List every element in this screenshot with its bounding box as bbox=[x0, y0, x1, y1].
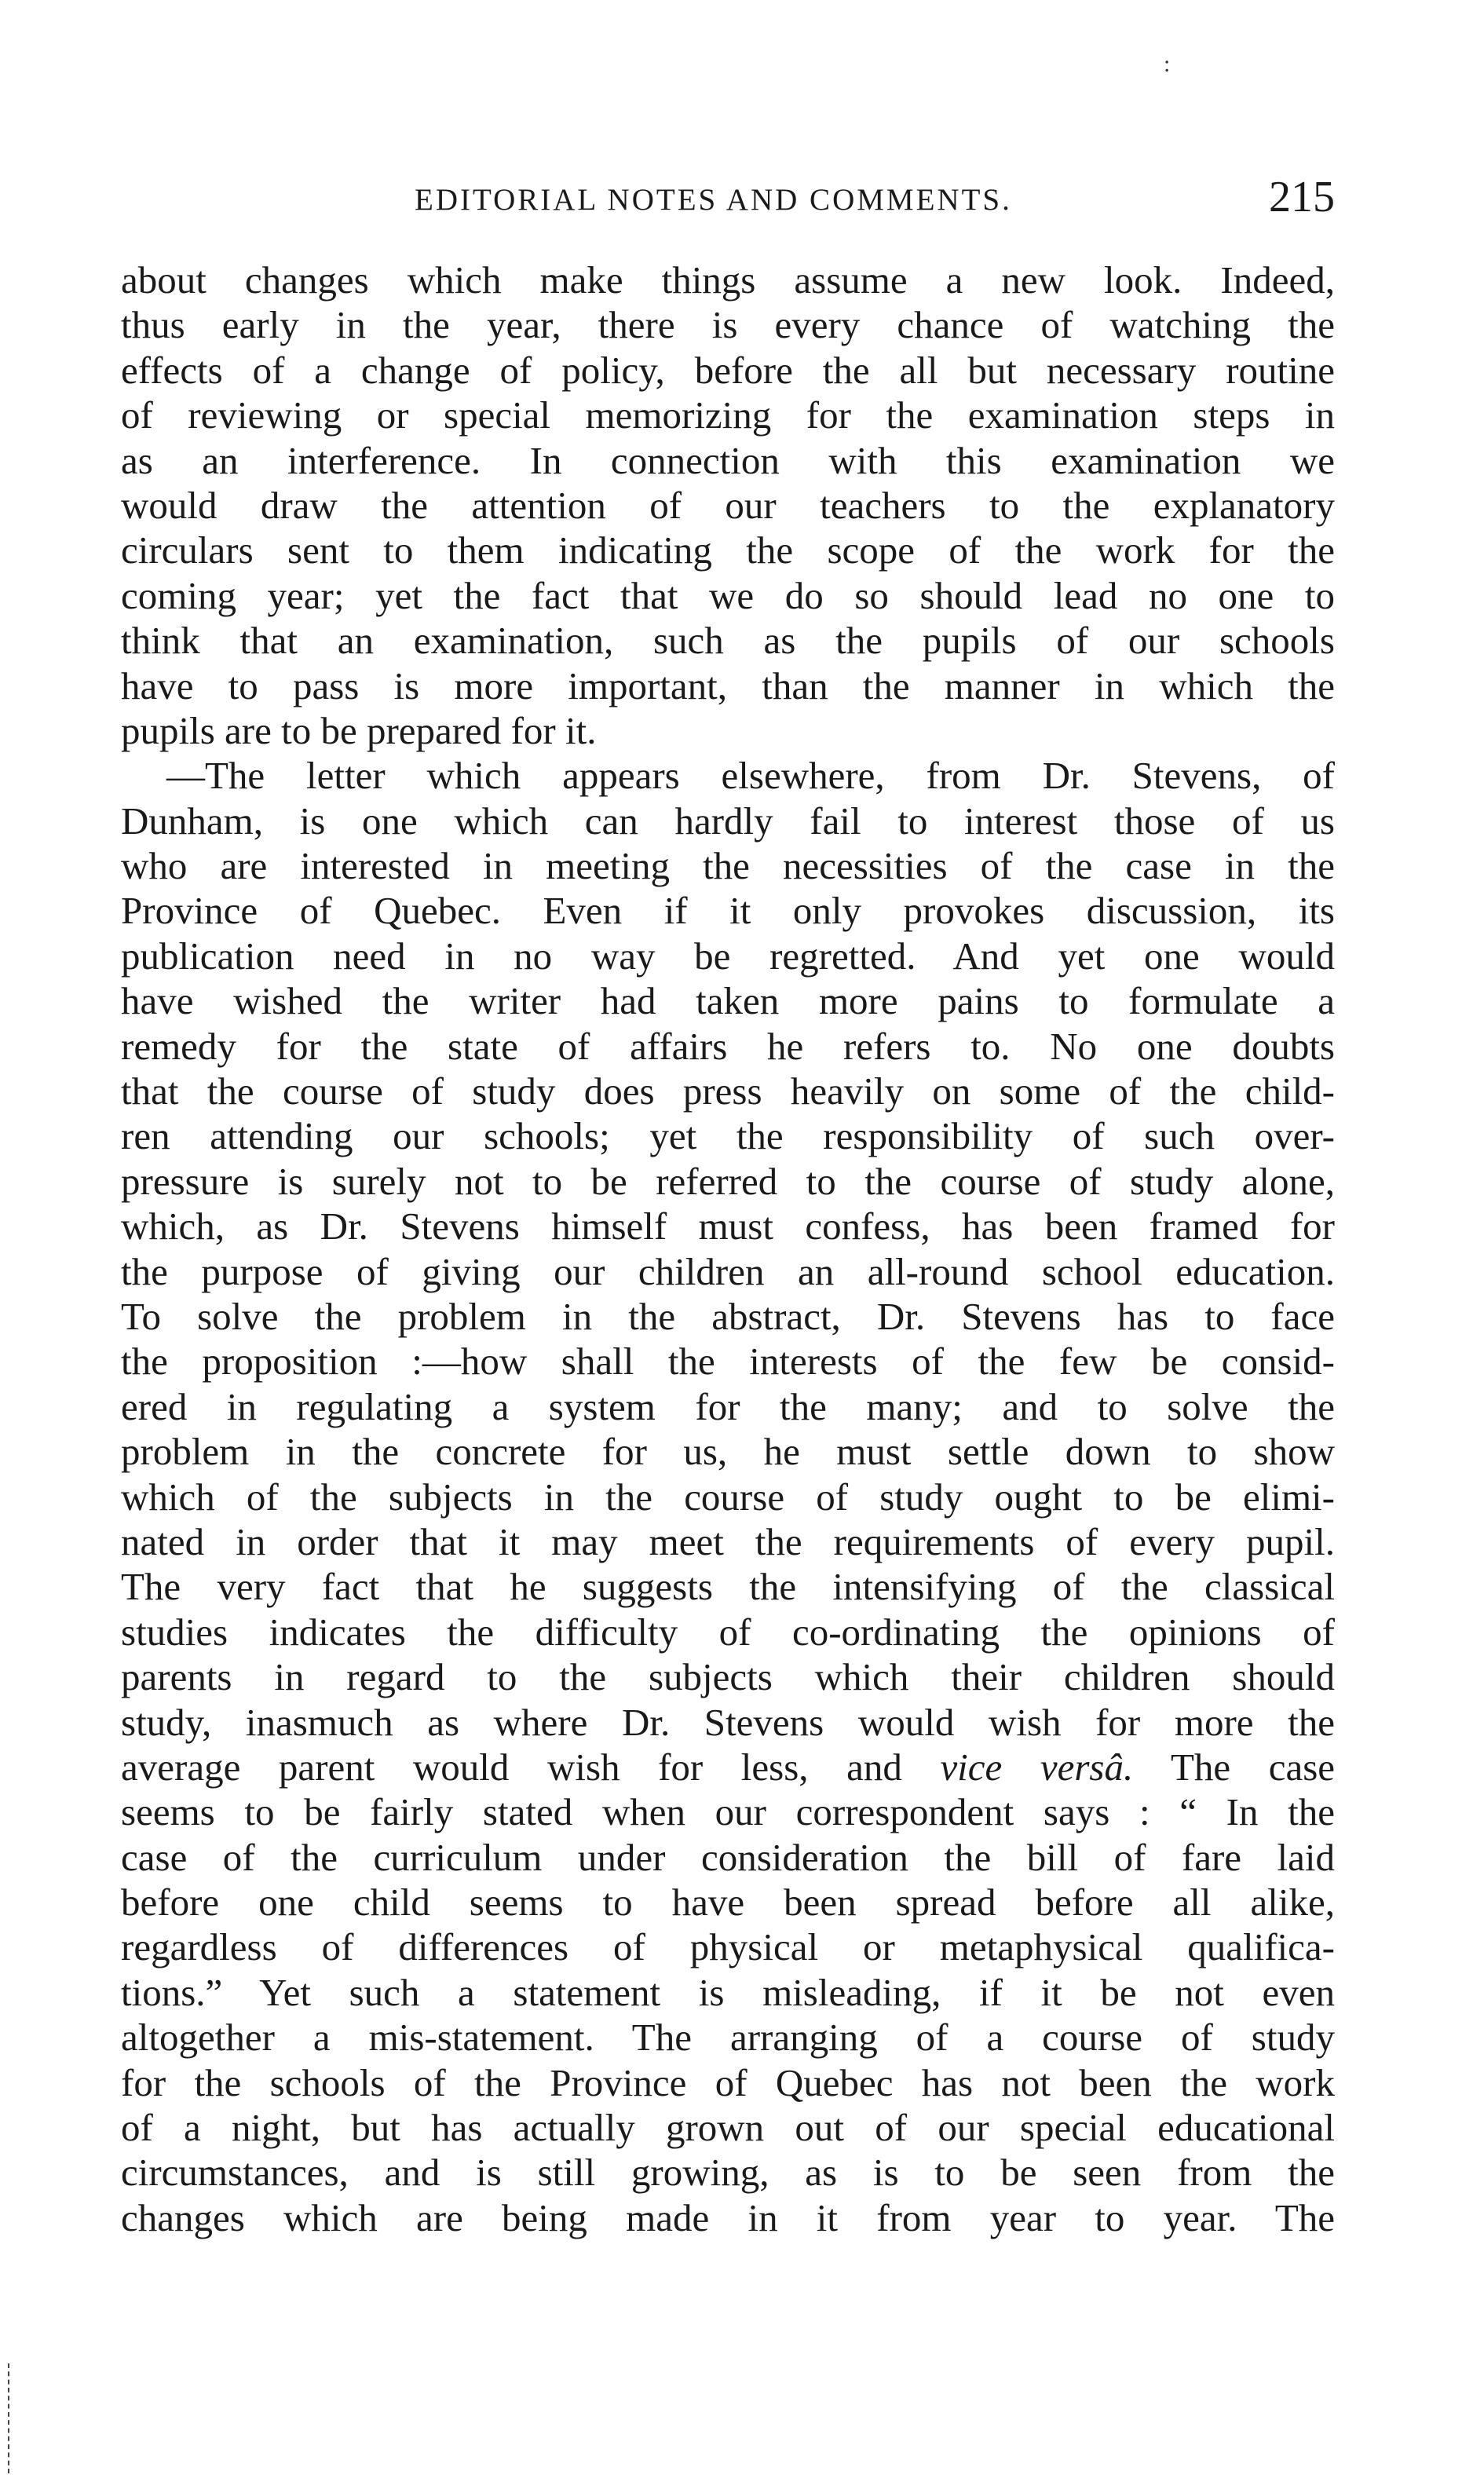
text-line: of reviewing or special memorizing for the examination steps in bbox=[121, 393, 1335, 437]
text-line: pupils are to be prepared for it. bbox=[121, 708, 597, 752]
text-line: thus early in the year, there is every chance of watching the bbox=[121, 303, 1335, 347]
text-line bbox=[121, 1745, 1335, 1789]
text-line: To solve the problem in the abstract, Dr. Stevens has to face bbox=[121, 1294, 1335, 1338]
text-line: ren attending our schools; yet the responsibility of such over- bbox=[121, 1114, 1335, 1158]
running-head-title: EDITORIAL NOTES AND COMMENTS. bbox=[415, 183, 1012, 217]
text-segment: The case bbox=[1133, 1745, 1335, 1789]
text-line: seems to be fairly stated when our correspondent says : “ In the bbox=[121, 1790, 1335, 1834]
text-line: The very fact that he suggests the intensifying of the classical bbox=[121, 1565, 1335, 1609]
text-line: studies indicates the difficulty of co-ordinating the opinions of bbox=[121, 1610, 1335, 1654]
text-segment: average parent would wish for less, and bbox=[121, 1745, 941, 1789]
text-line: publication need in no way be regretted. And yet one would bbox=[121, 934, 1335, 978]
scan-edge-mark bbox=[8, 2363, 12, 2473]
text-line: problem in the concrete for us, he must settle down to show bbox=[121, 1430, 1335, 1474]
text-line: that the course of study does press heavily on some of the child- bbox=[121, 1069, 1335, 1113]
text-line: of a night, but has actually grown out of our special educational bbox=[121, 2106, 1335, 2150]
text-line: case of the curriculum under consideration the bill of fare laid bbox=[121, 1835, 1335, 1879]
text-line: circumstances, and is still growing, as is to be seen from the bbox=[121, 2151, 1335, 2195]
text-line: the proposition :—how shall the interests of the few be consid- bbox=[121, 1340, 1335, 1384]
text-line: coming year; yet the fact that we do so should lead no one to bbox=[121, 573, 1335, 617]
running-head bbox=[121, 171, 1335, 226]
text-line: which of the subjects in the course of study ought to be elimi- bbox=[121, 1475, 1335, 1519]
text-line: changes which are being made in it from year to year. The bbox=[121, 2195, 1335, 2239]
text-line: Province of Quebec. Even if it only provokes discussion, its bbox=[121, 889, 1335, 933]
margin-mark: : bbox=[1164, 51, 1171, 77]
text-line: for the schools of the Province of Quebec has not been the work bbox=[121, 2060, 1335, 2104]
text-line: regardless of differences of physical or metaphysical qualifica- bbox=[121, 1925, 1335, 1969]
text-line: before one child seems to have been spread before all alike, bbox=[121, 1881, 1335, 1925]
text-line: ered in regulating a system for the many; and to solve the bbox=[121, 1384, 1335, 1428]
text-line: about changes which make things assume a new look. Indeed, bbox=[121, 258, 1335, 302]
paragraph-2 bbox=[121, 753, 1335, 2240]
page-number: 215 bbox=[1269, 173, 1335, 221]
text-line: tions.” Yet such a statement is misleading, if it be not even bbox=[121, 1970, 1335, 2014]
text-line: the purpose of giving our children an all-round school education. bbox=[121, 1249, 1335, 1293]
text-line: Dunham, is one which can hardly fail to interest those of us bbox=[121, 799, 1335, 843]
italic-phrase: vice versâ. bbox=[940, 1745, 1134, 1789]
body-text bbox=[121, 258, 1335, 2240]
text-line: as an interference. In connection with this examination we bbox=[121, 438, 1335, 482]
text-line: would draw the attention of our teachers to the explanatory bbox=[121, 483, 1335, 527]
paragraph-1 bbox=[121, 258, 1335, 753]
text-line: nated in order that it may meet the requirements of every pupil. bbox=[121, 1519, 1335, 1563]
text-line: effects of a change of policy, before the all but necessary routine bbox=[121, 348, 1335, 392]
text-line: remedy for the state of affairs he refers to. No one doubts bbox=[121, 1024, 1335, 1068]
text-line: think that an examination, such as the pupils of our schools bbox=[121, 619, 1335, 663]
text-line: have wished the writer had taken more pains to formulate a bbox=[121, 979, 1335, 1023]
text-line: circulars sent to them indicating the scope of the work for the bbox=[121, 528, 1335, 572]
text-line: parents in regard to the subjects which their children should bbox=[121, 1655, 1335, 1699]
text-line: who are interested in meeting the necessities of the case in the bbox=[121, 844, 1335, 888]
text-line: pressure is surely not to be referred to the course of study alone, bbox=[121, 1159, 1335, 1203]
text-line: which, as Dr. Stevens himself must confess, has been framed for bbox=[121, 1204, 1335, 1248]
text-line: study, inasmuch as where Dr. Stevens would wish for more the bbox=[121, 1700, 1335, 1744]
text-line: have to pass is more important, than the manner in which the bbox=[121, 663, 1335, 707]
text-line: —The letter which appears elsewhere, from Dr. Stevens, of bbox=[166, 754, 1335, 798]
text-line: altogether a mis-statement. The arranging of a course of study bbox=[121, 2016, 1335, 2060]
